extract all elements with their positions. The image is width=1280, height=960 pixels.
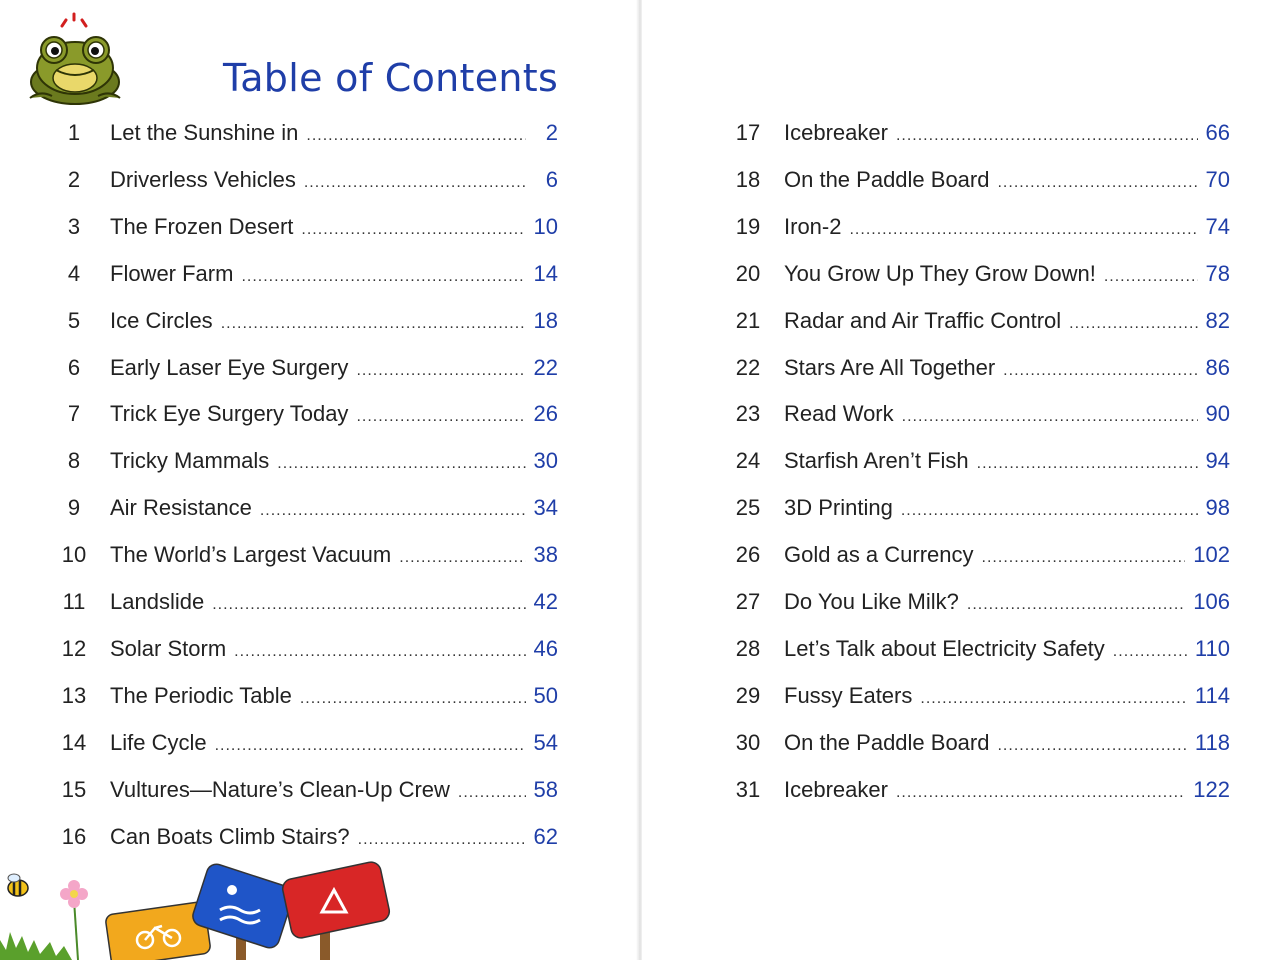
chapter-number: 15 xyxy=(61,776,87,802)
dot-leader xyxy=(1113,643,1187,661)
dot-leader xyxy=(260,502,526,520)
toc-entry[interactable] xyxy=(38,401,558,435)
dot-leader xyxy=(1003,362,1197,380)
chapter-title: Trick Eye Surgery Today xyxy=(110,401,349,427)
toc-entry[interactable] xyxy=(712,495,1230,529)
page-number: 110 xyxy=(1194,635,1230,661)
dot-leader xyxy=(356,408,525,426)
toc-entry[interactable] xyxy=(712,261,1230,295)
toc-entry[interactable] xyxy=(38,120,558,154)
page-number: 38 xyxy=(533,542,558,568)
dot-leader xyxy=(982,549,1186,567)
dot-leader xyxy=(967,596,1185,614)
page-number: 94 xyxy=(1205,448,1230,474)
dot-leader xyxy=(399,549,525,567)
toc-entry[interactable] xyxy=(712,683,1230,717)
chapter-title: On the Paddle Board xyxy=(784,166,990,192)
page-number: 90 xyxy=(1205,401,1230,427)
chapter-number: 17 xyxy=(735,120,761,145)
chapter-title: The Periodic Table xyxy=(110,682,292,708)
chapter-number: 4 xyxy=(67,260,81,286)
chapter-title: Fussy Eaters xyxy=(784,682,913,708)
chapter-title: Do You Like Milk? xyxy=(784,589,959,614)
chapter-number: 31 xyxy=(735,776,761,802)
toc-entry[interactable] xyxy=(38,542,558,576)
toc-entry[interactable] xyxy=(38,777,558,811)
chapter-number: 29 xyxy=(735,682,761,708)
dot-leader xyxy=(358,831,526,849)
page-number: 98 xyxy=(1205,495,1230,521)
chapter-number: 11 xyxy=(62,589,86,614)
page-number: 50 xyxy=(533,682,558,708)
page-number: 114 xyxy=(1194,682,1230,708)
dot-leader xyxy=(304,174,526,192)
page-number: 70 xyxy=(1205,166,1230,192)
toc-entry[interactable] xyxy=(38,214,558,248)
page-number: 102 xyxy=(1193,542,1230,568)
dot-leader xyxy=(221,315,526,333)
chapter-number: 3 xyxy=(67,213,81,239)
chapter-title: 3D Printing xyxy=(784,495,893,521)
dot-leader xyxy=(241,268,525,286)
page-number: 118 xyxy=(1194,729,1230,755)
toc-entry[interactable] xyxy=(712,167,1230,201)
page-number: 34 xyxy=(533,495,558,521)
toc-entry[interactable] xyxy=(38,683,558,717)
dot-leader xyxy=(277,455,525,473)
toc-entry[interactable] xyxy=(712,401,1230,435)
chapter-title: Solar Storm xyxy=(110,635,227,661)
chapter-title: Flower Farm xyxy=(110,260,234,286)
page-number: 14 xyxy=(533,260,558,286)
dot-leader xyxy=(1104,268,1198,286)
chapter-title: Icebreaker xyxy=(784,776,888,802)
page-number: 22 xyxy=(533,354,558,380)
chapter-title: Vultures—Nature’s Clean-Up Crew xyxy=(110,776,450,802)
page-number: 42 xyxy=(533,589,558,614)
chapter-title: Air Resistance xyxy=(110,495,252,521)
chapter-title: Stars Are All Together xyxy=(784,354,996,380)
page-number: 86 xyxy=(1205,354,1230,380)
chapter-number: 26 xyxy=(735,542,761,568)
toc-entry[interactable] xyxy=(38,730,558,764)
toc-entry[interactable] xyxy=(712,636,1230,670)
chapter-number: 30 xyxy=(735,729,761,755)
toc-entry[interactable] xyxy=(712,777,1230,811)
toc-entry[interactable] xyxy=(38,824,558,858)
chapter-title: Early Laser Eye Surgery xyxy=(110,354,349,380)
chapter-number: 7 xyxy=(67,401,81,427)
chapter-title: Can Boats Climb Stairs? xyxy=(110,823,350,849)
chapter-title: Tricky Mammals xyxy=(110,448,270,474)
page-number: 46 xyxy=(533,635,558,661)
toc-entry[interactable] xyxy=(712,589,1230,623)
dot-leader xyxy=(997,737,1186,755)
chapter-number: 2 xyxy=(67,166,81,192)
chapter-number: 12 xyxy=(61,635,87,661)
toc-entry[interactable] xyxy=(38,636,558,670)
dot-leader xyxy=(215,737,526,755)
page-number: 18 xyxy=(533,307,558,333)
chapter-number: 27 xyxy=(735,589,761,614)
page-number: 2 xyxy=(545,120,558,145)
toc-entry[interactable] xyxy=(38,589,558,623)
chapter-number: 22 xyxy=(735,354,761,380)
toc-entry[interactable] xyxy=(712,730,1230,764)
frog-mascot-icon xyxy=(20,10,130,110)
dot-leader xyxy=(896,784,1185,802)
chapter-title: The Frozen Desert xyxy=(110,213,294,239)
dot-leader xyxy=(977,455,1198,473)
chapter-title: Gold as a Currency xyxy=(784,542,974,568)
chapter-number: 25 xyxy=(735,495,761,521)
chapter-title: Ice Circles xyxy=(110,307,213,333)
toc-entry[interactable] xyxy=(38,495,558,529)
page-number: 30 xyxy=(533,448,558,474)
dot-leader xyxy=(300,690,526,708)
dot-leader xyxy=(234,643,525,661)
page-number: 62 xyxy=(533,823,558,849)
chapter-number: 1 xyxy=(67,120,81,145)
toc-entry[interactable] xyxy=(712,214,1230,248)
dot-leader xyxy=(301,221,525,239)
dot-leader xyxy=(212,596,525,614)
chapter-number: 5 xyxy=(67,307,81,333)
dot-leader xyxy=(997,174,1197,192)
chapter-number: 10 xyxy=(61,542,87,568)
toc-entry[interactable] xyxy=(712,448,1230,482)
chapter-title: Read Work xyxy=(784,401,894,427)
chapter-number: 20 xyxy=(735,260,761,286)
page-number: 106 xyxy=(1193,589,1230,614)
bee-icon xyxy=(8,874,28,896)
dot-leader xyxy=(920,690,1187,708)
page-number: 10 xyxy=(533,213,558,239)
chapter-number: 16 xyxy=(61,823,87,849)
dot-leader xyxy=(356,362,525,380)
chapter-number: 13 xyxy=(61,682,87,708)
toc-entry[interactable] xyxy=(712,542,1230,576)
chapter-number: 24 xyxy=(735,448,761,474)
page-number: 78 xyxy=(1205,260,1230,286)
chapter-title: The World’s Largest Vacuum xyxy=(110,542,392,568)
chapter-title: Life Cycle xyxy=(110,729,207,755)
page-number: 122 xyxy=(1193,776,1230,802)
chapter-title: Let the Sunshine in xyxy=(110,120,299,145)
chapter-title: Starfish Aren’t Fish xyxy=(784,448,969,474)
toc-entry[interactable] xyxy=(712,120,1230,154)
page-number: 66 xyxy=(1205,120,1230,145)
chapter-title: Landslide xyxy=(110,589,205,614)
chapter-title: Iron-2 xyxy=(784,213,842,239)
chapter-title: Radar and Air Traffic Control xyxy=(784,307,1062,333)
toc-entry[interactable] xyxy=(38,355,558,389)
toc-entry[interactable] xyxy=(38,167,558,201)
chapter-number: 19 xyxy=(735,213,761,239)
chapter-number: 18 xyxy=(735,166,761,192)
dot-leader xyxy=(849,221,1197,239)
page-number: 58 xyxy=(533,776,558,802)
page-title: Table of Contents xyxy=(223,56,559,100)
chapter-title: Driverless Vehicles xyxy=(110,166,296,192)
page-number: 74 xyxy=(1205,213,1230,239)
chapter-number: 21 xyxy=(735,307,761,333)
chapter-number: 8 xyxy=(67,448,81,474)
grass-decoration xyxy=(0,932,72,960)
right-page xyxy=(642,0,1280,960)
dot-leader xyxy=(1069,315,1197,333)
chapter-title: On the Paddle Board xyxy=(784,729,990,755)
chapter-number: 6 xyxy=(67,354,81,380)
toc-entry[interactable] xyxy=(38,261,558,295)
page-number: 6 xyxy=(545,166,558,192)
chapter-number: 9 xyxy=(67,495,81,521)
toc-entry[interactable] xyxy=(712,308,1230,342)
chapter-number: 23 xyxy=(735,401,761,427)
toc-entry[interactable] xyxy=(712,355,1230,389)
dot-leader xyxy=(901,502,1198,520)
chapter-title: Icebreaker xyxy=(784,120,888,145)
page-number: 82 xyxy=(1205,307,1230,333)
page-number: 54 xyxy=(533,729,558,755)
dot-leader xyxy=(896,127,1198,145)
dot-leader xyxy=(306,127,526,145)
toc-entry[interactable] xyxy=(38,448,558,482)
chapter-number: 28 xyxy=(735,635,761,661)
chapter-number: 14 xyxy=(61,729,87,755)
page-number: 26 xyxy=(533,401,558,427)
dot-leader xyxy=(902,408,1198,426)
decorative-signs xyxy=(0,860,400,960)
chapter-title: You Grow Up They Grow Down! xyxy=(784,260,1096,286)
left-page xyxy=(0,0,638,960)
chapter-title: Let’s Talk about Electricity Safety xyxy=(784,635,1105,661)
toc-entry[interactable] xyxy=(38,308,558,342)
tent-sign-icon xyxy=(281,860,391,960)
dot-leader xyxy=(458,784,526,802)
